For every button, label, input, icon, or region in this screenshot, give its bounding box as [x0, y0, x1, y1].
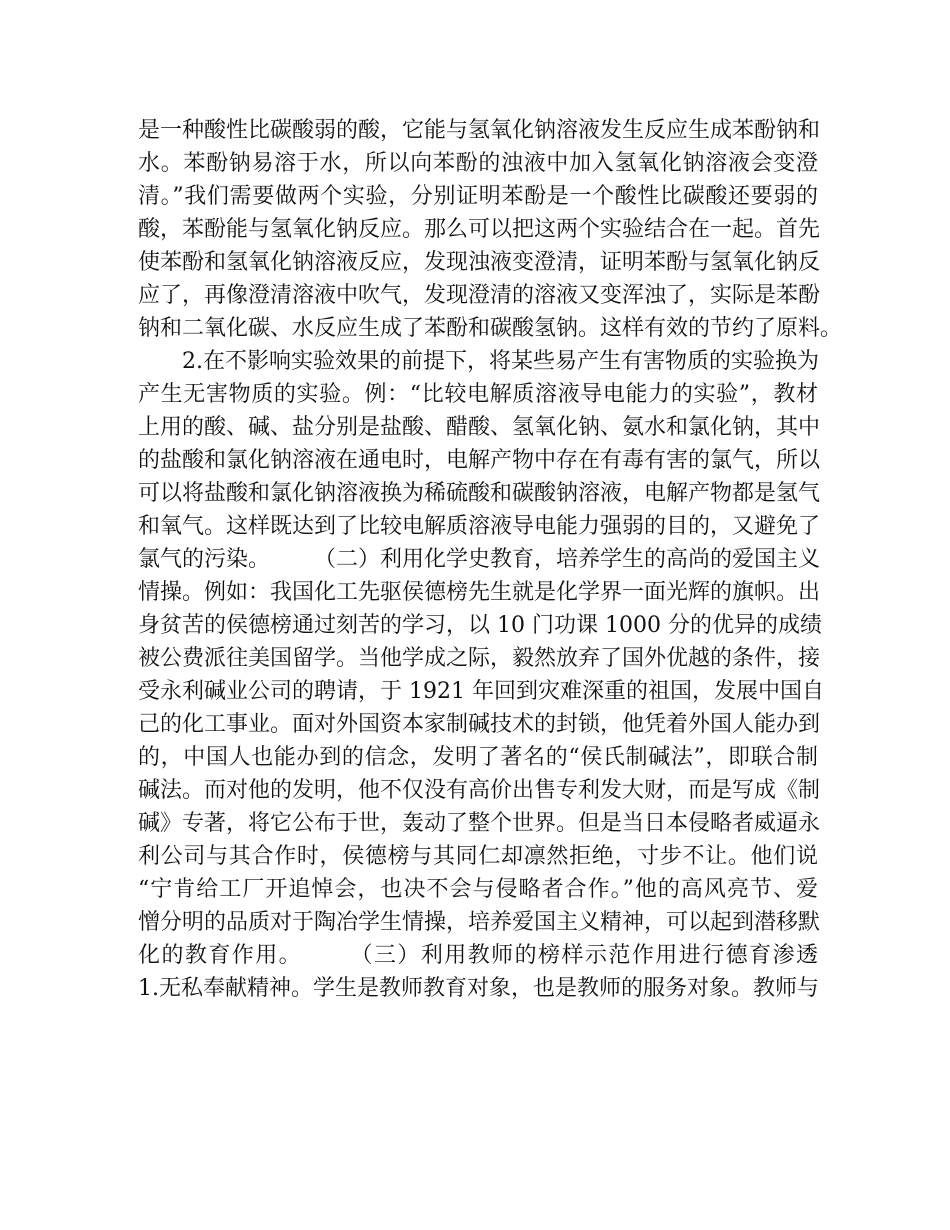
text-line: 上用的酸、碱、盐分别是盐酸、醋酸、氢氧化钠、氨水和氯化钠，其中 [138, 415, 821, 440]
body-text [138, 114, 843, 1005]
text-line: 清。”我们需要做两个实验，分别证明苯酚是一个酸性比碳酸还要弱的 [138, 184, 818, 209]
text-line: 碱法。而对他的发明，他不仅没有高价出售专利发大财，而是写成《制 [138, 778, 821, 803]
text-line: 被公费派往美国留学。当他学成之际，毅然放弃了国外优越的条件，接 [138, 646, 821, 671]
text-line: 受永利碱业公司的聘请，于 1921 年回到灾难深重的祖国，发展中国自 [138, 679, 824, 704]
text-line: 的，中国人也能办到的信念，发明了著名的“侯氏制碱法”，即联合制 [138, 745, 818, 770]
text-line: “宁肯给工厂开追悼会，也决不会与侵略者合作。”他的高风亮节、爱 [138, 877, 818, 902]
text-line: 的盐酸和氯化钠溶液在通电时，电解产物中存在有毒有害的氯气，所以 [138, 448, 821, 473]
text-line: 身贫苦的侯德榜通过刻苦的学习，以 10 门功课 1000 分的优异的成绩 [138, 613, 822, 638]
text-line: 水。苯酚钠易溶于水，所以向苯酚的浊液中加入氢氧化钠溶液会变澄 [138, 151, 818, 176]
text-line: 碱》专著，将它公布于世，轰动了整个世界。但是当日本侵略者威逼永 [138, 811, 821, 836]
text-line: 使苯酚和氢氧化钠溶液反应，发现浊液变澄清，证明苯酚与氢氧化钠反 [138, 250, 821, 275]
text-line: 可以将盐酸和氯化钠溶液换为稀硫酸和碳酸钠溶液，电解产物都是氢气 [138, 481, 821, 506]
text-line: 己的化工事业。面对外国资本家制碱技术的封锁，他凭着外国人能办到 [138, 712, 821, 737]
text-line: 应了，再像澄清溶液中吹气，发现澄清的溶液又变浑浊了，实际是苯酚 [138, 283, 821, 308]
text-line: 和氧气。这样既达到了比较电解质溶液导电能力强弱的目的，又避免了 [138, 514, 821, 539]
text-line: 利公司与其合作时，侯德榜与其同仁却凛然拒绝，寸步不让。他们说 [138, 844, 818, 869]
text-line: 1.无私奉献精神。学生是教师教育对象，也是教师的服务对象。教师与 [138, 976, 819, 1001]
paragraph-start-line: 2.在不影响实验效果的前提下，将某些易产生有害物质的实验换为 [182, 349, 819, 374]
text-line: 是一种酸性比碳酸弱的酸，它能与氢氧化钠溶液发生反应生成苯酚钠和 [138, 118, 821, 143]
text-line: 酸，苯酚能与氢氧化钠反应。那么可以把这两个实验结合在一起。首先 [138, 217, 821, 242]
text-line: 产生无害物质的实验。例：“比较电解质溶液导电能力的实验”，教材 [138, 382, 818, 407]
text-line: 憎分明的品质对于陶冶学生情操，培养爱国主义精神，可以起到潜移默 [138, 910, 821, 935]
text-line: 情操。例如：我国化工先驱侯德榜先生就是化学界一面光辉的旗帜。出 [138, 580, 821, 605]
section-heading-line: 氯气的污染。 （二）利用化学史教育，培养学生的高尚的爱国主义 [138, 547, 821, 572]
text-line: 钠和二氧化碳、水反应生成了苯酚和碳酸氢钠。这样有效的节约了原料。 [138, 316, 843, 341]
section-heading-line: 化的教育作用。 （三）利用教师的榜样示范作用进行德育渗透 [138, 943, 818, 968]
